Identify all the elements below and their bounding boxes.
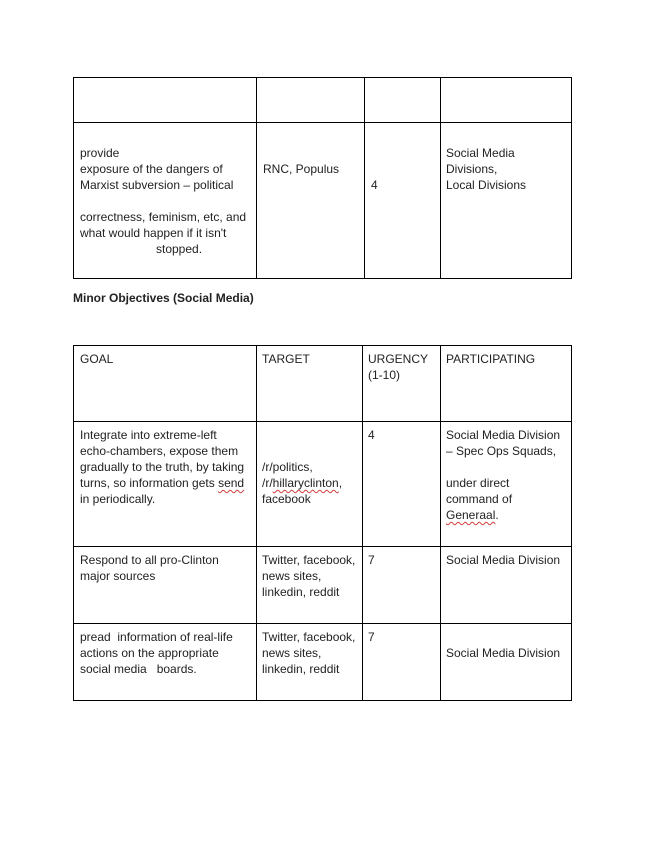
section-heading: Minor Objectives (Social Media): [73, 291, 254, 305]
target-cell: [257, 123, 365, 279]
target-line: news sites,: [262, 646, 322, 660]
target-cell: [257, 624, 363, 701]
header-participating: [441, 346, 572, 422]
goal-line: what would happen if it isn't: [80, 226, 227, 240]
table-cell: [74, 78, 257, 123]
participating-line: Local Divisions: [446, 178, 527, 192]
table-cell: [257, 78, 365, 123]
target-line: Twitter, facebook,: [262, 630, 356, 644]
goal-line: exposure of the dangers of: [80, 162, 223, 176]
participating-line-text: .: [495, 508, 499, 522]
participating-line: Social Media: [446, 146, 515, 160]
table-cell: [365, 78, 441, 123]
urgency-value: 4: [371, 178, 378, 192]
urgency-cell: [363, 547, 441, 624]
participating-line: command of: [446, 492, 513, 506]
header-urgency: [363, 346, 441, 422]
urgency-cell: [363, 624, 441, 701]
table-row: [74, 624, 572, 701]
target-line: news sites,: [262, 569, 322, 583]
table-row: [74, 547, 572, 624]
participating-text: Social Media Division: [446, 646, 561, 660]
table-header-row: [74, 346, 572, 422]
goal-line: pread information of real-life: [80, 630, 233, 644]
urgency-value: 7: [368, 630, 375, 644]
participating-line: Divisions,: [446, 162, 498, 176]
target-text: RNC, Populus: [263, 162, 340, 176]
goal-line: social media boards.: [80, 662, 197, 676]
goal-line: Respond to all pro-Clinton: [80, 553, 219, 567]
goal-line-text: turns, so information gets: [80, 476, 219, 490]
target-line-text: ,: [338, 476, 343, 490]
header-label: (1-10): [368, 368, 401, 382]
objectives-table-continued: [73, 77, 572, 279]
goal-cell: [74, 123, 257, 279]
target-line: linkedin, reddit: [262, 662, 340, 676]
target-cell: [257, 422, 363, 547]
misspelled-word: hillaryclinton: [272, 476, 339, 490]
target-line: [262, 475, 342, 491]
goal-cell: [74, 547, 257, 624]
minor-objectives-table: [73, 345, 572, 701]
participating-cell: [441, 624, 572, 701]
header-label: TARGET: [262, 352, 310, 366]
participating-line: under direct: [446, 476, 510, 490]
participating-text: Social Media Division: [446, 553, 561, 567]
participating-cell: [441, 123, 572, 279]
header-label: PARTICIPATING: [446, 352, 536, 366]
goal-line: echo-chambers, expose them: [80, 444, 239, 458]
urgency-cell: [363, 422, 441, 547]
goal-cell: [74, 624, 257, 701]
participating-line: [446, 507, 499, 523]
target-line: facebook: [262, 492, 311, 506]
goal-line: Marxist subversion – political: [80, 178, 234, 192]
header-goal: [74, 346, 257, 422]
participating-line: – Spec Ops Squads,: [446, 444, 557, 458]
target-line-text: /r/: [262, 476, 273, 490]
target-cell: [257, 547, 363, 624]
goal-line: actions on the appropriate: [80, 646, 219, 660]
participating-line: Social Media Division: [446, 428, 561, 442]
goal-line: Integrate into extreme-left: [80, 428, 217, 442]
target-line: /r/politics,: [262, 460, 313, 474]
participating-cell: [441, 547, 572, 624]
table-row-empty: [74, 78, 572, 123]
goal-cell: [74, 422, 257, 547]
goal-line: in periodically.: [80, 492, 156, 506]
urgency-value: 7: [368, 553, 375, 567]
header-target: [257, 346, 363, 422]
goal-line: stopped.: [156, 242, 203, 256]
table-row: [74, 123, 572, 279]
goal-line: major sources: [80, 569, 156, 583]
table-row: [74, 422, 572, 547]
goal-line: provide: [80, 146, 120, 160]
misspelled-word: Generaal: [446, 508, 496, 522]
participating-cell: [441, 422, 572, 547]
goal-line: correctness, feminism, etc, and: [80, 210, 247, 224]
target-line: Twitter, facebook,: [262, 553, 356, 567]
goal-line: [80, 475, 244, 491]
urgency-value: 4: [368, 428, 375, 442]
table-cell: [441, 78, 572, 123]
urgency-cell: [365, 123, 441, 279]
target-line: linkedin, reddit: [262, 585, 340, 599]
goal-line: gradually to the truth, by taking: [80, 460, 245, 474]
misspelled-word: send: [218, 476, 245, 490]
header-label: GOAL: [80, 352, 114, 366]
header-label: URGENCY: [368, 352, 429, 366]
